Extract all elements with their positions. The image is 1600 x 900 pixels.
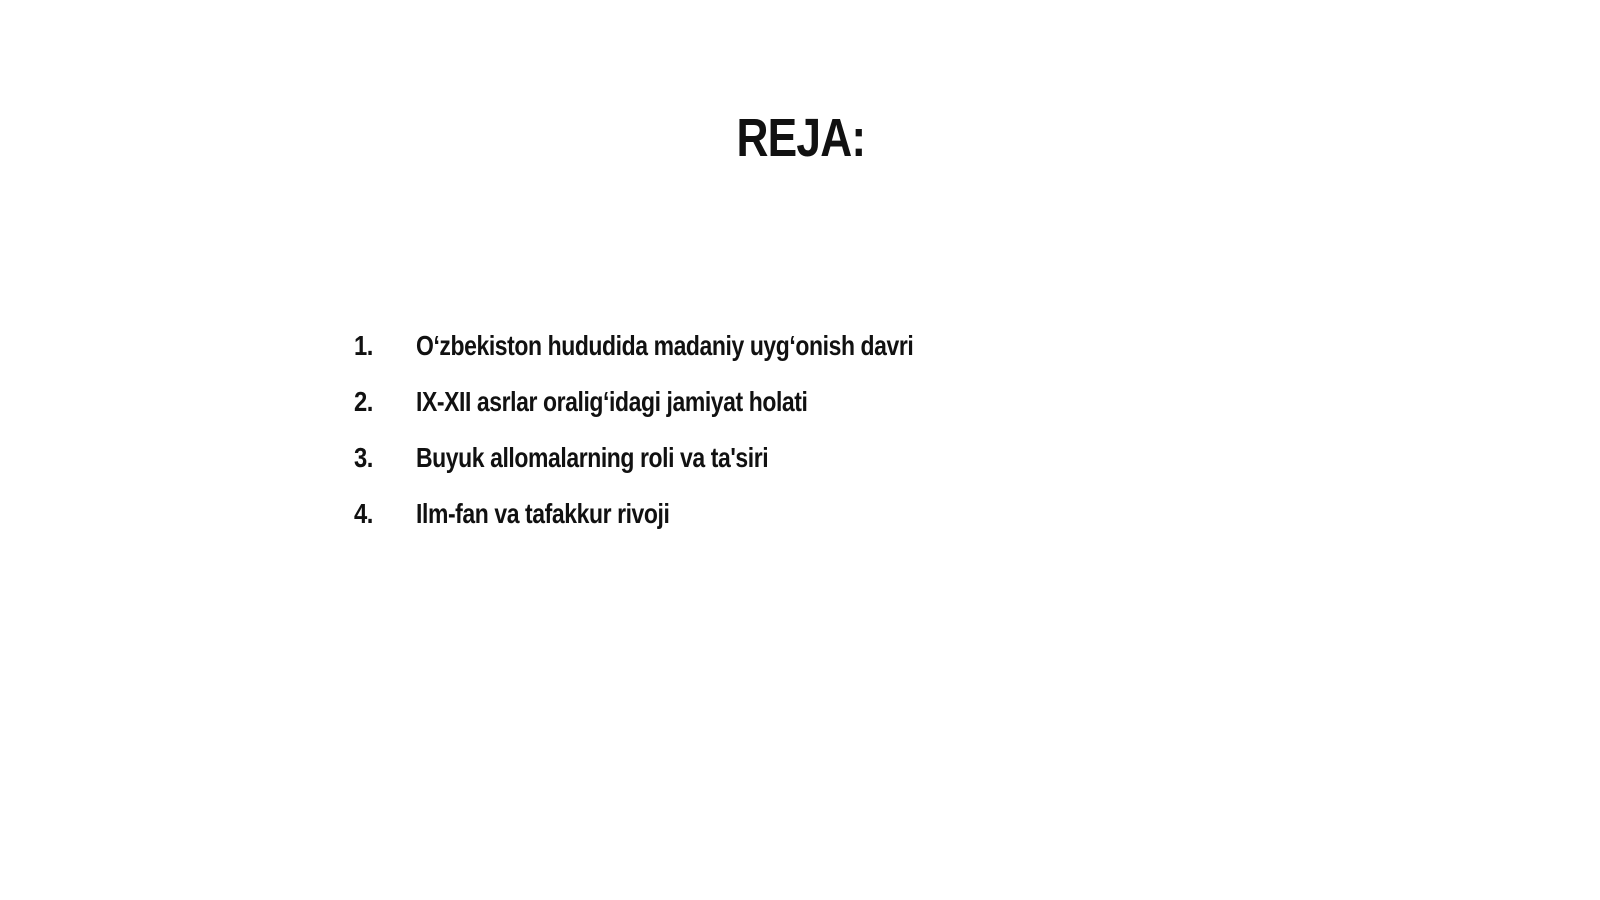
plan-item-text: Ilm-fan va tafakkur rivoji xyxy=(416,498,670,529)
plan-item-3 xyxy=(354,440,1023,496)
plan-list xyxy=(354,328,1023,552)
plan-item-1 xyxy=(354,328,1023,384)
slide-title: REJA: xyxy=(736,108,866,168)
plan-item-number: 4. xyxy=(354,498,374,529)
plan-item-text: O‘zbekiston hududida madaniy uyg‘onish davri xyxy=(416,330,914,361)
plan-item-number: 3. xyxy=(354,442,374,473)
plan-item-text: Buyuk allomalarning roli va ta'siri xyxy=(416,442,769,473)
plan-item-text: IX-XII asrlar oralig‘idagi jamiyat holati xyxy=(416,386,808,417)
plan-item-4 xyxy=(354,496,1023,552)
plan-item-number: 2. xyxy=(354,386,374,417)
plan-item-number: 1. xyxy=(354,330,374,361)
plan-item-2 xyxy=(354,384,1023,440)
